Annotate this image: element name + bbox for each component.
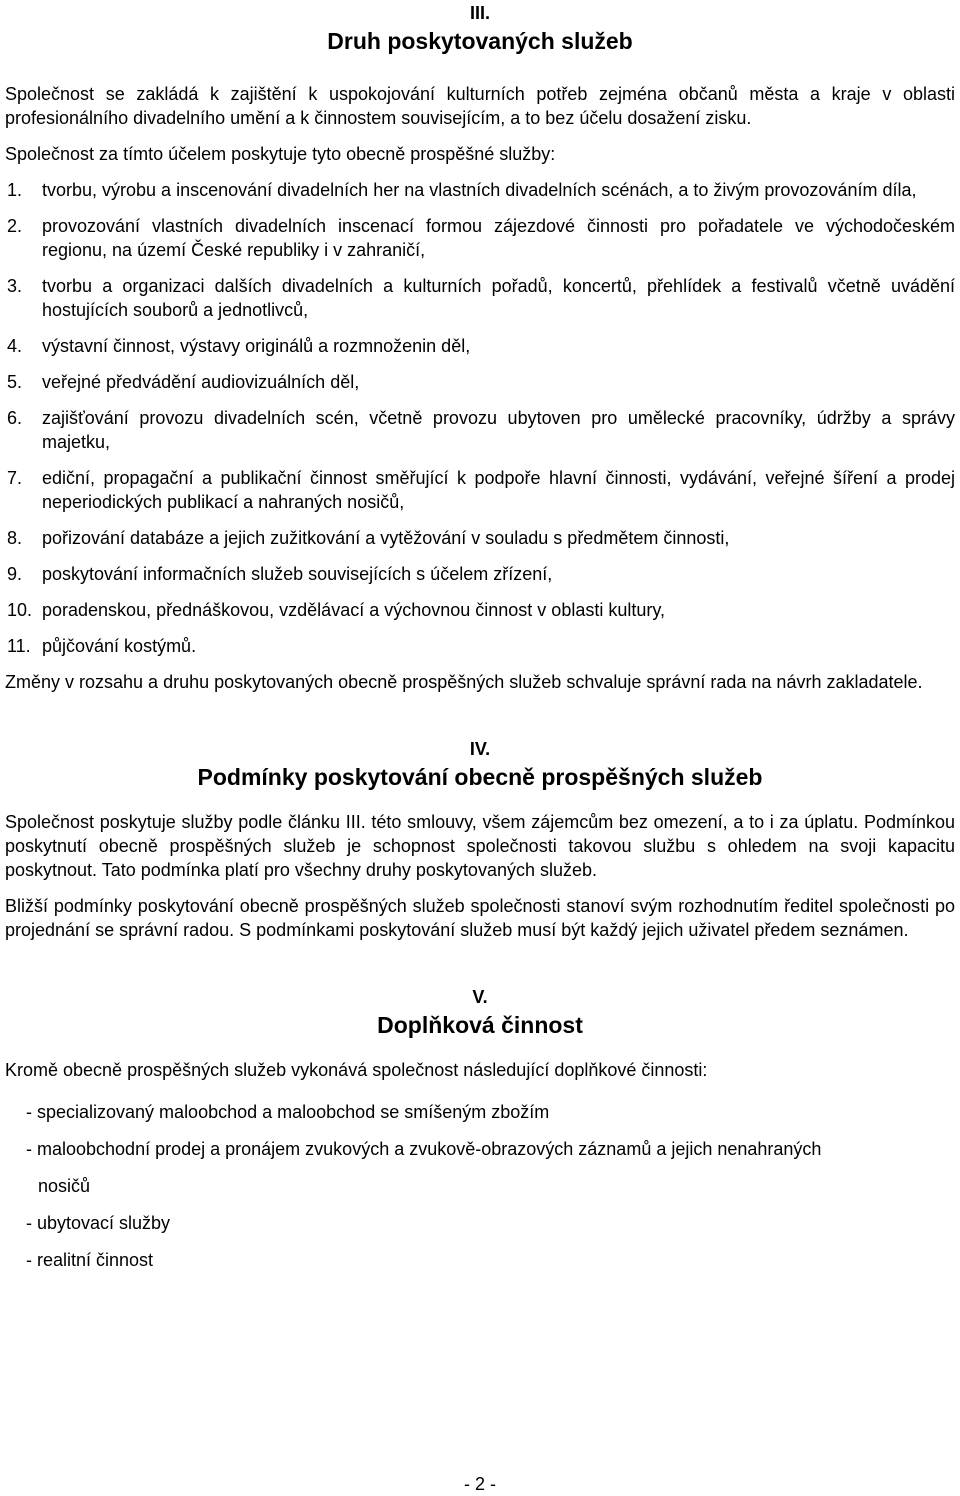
list-item (5, 214, 955, 262)
item-number: 8. (7, 528, 23, 548)
page-number: - 2 - (463, 1474, 496, 1494)
paragraph: Změny v rozsahu a druhu poskytovaných obecně prospěšných služeb schvaluje správní rada na návrh zakladatele. (5, 672, 923, 692)
list-item (5, 274, 955, 322)
list-item (5, 370, 955, 394)
paragraph: Kromě obecně prospěšných služeb vykonává společnost následující doplňkové činnosti: (5, 1060, 708, 1080)
activities-list (5, 1094, 955, 1279)
item-number: 10. (7, 600, 33, 620)
item-number: 9. (7, 564, 23, 584)
list-item: - specializovaný maloobchod a maloobchod se smíšeným zbožím (26, 1102, 550, 1122)
item-text: výstavní činnost, výstavy originálů a rozmnoženin děl, (42, 336, 471, 356)
item-text: poskytování informačních služeb souvisejících s účelem zřízení, (42, 564, 553, 584)
list-item (5, 466, 955, 514)
document-page (5, 0, 955, 1279)
item-number: 2. (7, 216, 23, 236)
services-list (5, 178, 955, 658)
item-number: 4. (7, 336, 23, 356)
section-title: Druh poskytovaných služeb (327, 28, 633, 54)
section-number: III. (469, 3, 490, 23)
section-number: V. (472, 987, 488, 1007)
item-number: 6. (7, 408, 23, 428)
item-text: pořizování databáze a jejich zužitkování a vytěžování v souladu s předmětem činnosti, (42, 528, 730, 548)
item-text: ediční, propagační a publikační činnost směřující k podpoře hlavní činnosti, vydávání, veřejné šíření a prodej neperiodických publikací a nahraných nosičů, (42, 468, 955, 512)
list-item (5, 334, 955, 358)
paragraph: Společnost se zakládá k zajištění k uspokojování kulturních potřeb zejména občanů města a kraje v oblasti profesionálního divadelního umění a k činnostem souvisejícím, a to bez účelu dosažení zisku. (5, 84, 955, 128)
list-item: - realitní činnost (26, 1250, 154, 1270)
paragraph: Společnost za tímto účelem poskytuje tyto obecně prospěšné služby: (5, 144, 556, 164)
paragraph: Bližší podmínky poskytování obecně prospěšných služeb společnosti stanoví svým rozhodnutím ředitel společnosti po projednání se správní radou. S podmínkami poskytování služeb musí být každý jejich uživatel předem seznámen. (5, 896, 955, 940)
item-text: půjčování kostýmů. (42, 636, 197, 656)
list-item: nosičů (38, 1176, 91, 1196)
list-item (5, 406, 955, 454)
item-number: 3. (7, 276, 23, 296)
list-item (5, 562, 955, 586)
item-text: veřejné předvádění audiovizuálních děl, (42, 372, 360, 392)
list-item (5, 526, 955, 550)
list-item: - ubytovací služby (26, 1213, 171, 1233)
list-item: - maloobchodní prodej a pronájem zvukových a zvukově-obrazových záznamů a jejich nenahraných (26, 1139, 822, 1159)
item-text: poradenskou, přednáškovou, vzdělávací a výchovnou činnost v oblasti kultury, (42, 600, 666, 620)
item-number: 5. (7, 372, 23, 392)
item-text: tvorbu, výrobu a inscenování divadelních her na vlastních divadelních scénách, a to živým provozováním díla, (42, 180, 917, 200)
section-title: Doplňková činnost (377, 1012, 583, 1038)
list-item (5, 178, 955, 202)
list-item (5, 634, 955, 658)
section-title: Podmínky poskytování obecně prospěšných služeb (197, 764, 763, 790)
section-number: IV. (469, 739, 491, 759)
paragraph: Společnost poskytuje služby podle článku III. této smlouvy, všem zájemcům bez omezení, a to i za úplatu. Podmínkou poskytnutí obecně prospěšných služeb je schopnost společnosti takovou službu s ohledem na svoji kapacitu poskytnout. Tato podmínka platí pro všechny druhy poskytovaných služeb. (5, 812, 955, 880)
item-number: 1. (7, 180, 23, 200)
item-number: 7. (7, 468, 23, 488)
item-text: zajišťování provozu divadelních scén, včetně provozu ubytoven pro umělecké pracovníky, údržby a správy majetku, (42, 408, 955, 452)
item-number: 11. (7, 636, 31, 656)
list-item (5, 598, 955, 622)
item-text: provozování vlastních divadelních inscenací formou zájezdové činnosti pro pořadatele ve východočeském regionu, na území České republiky i v zahraničí, (42, 216, 955, 260)
item-text: tvorbu a organizaci dalších divadelních a kulturních pořadů, koncertů, přehlídek a festivalů včetně uvádění hostujících souborů a jednotlivců, (42, 276, 955, 320)
